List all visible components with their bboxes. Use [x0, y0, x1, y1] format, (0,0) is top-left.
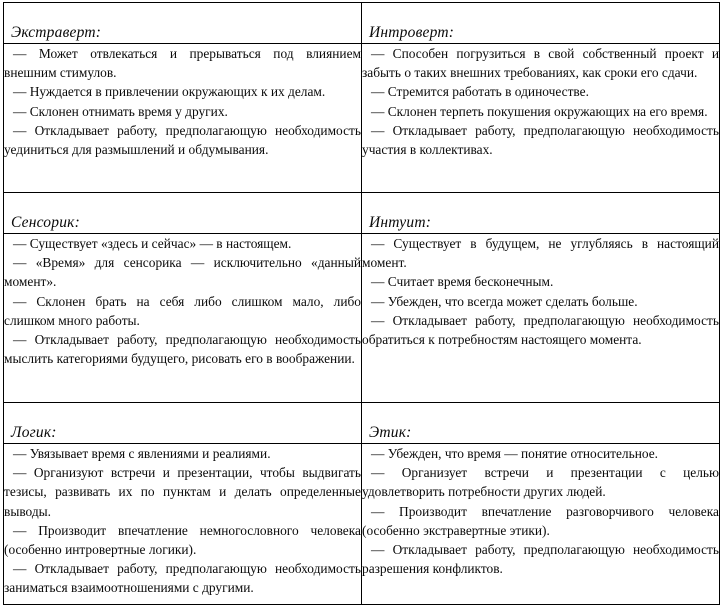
cell-header-extravert: [4, 3, 362, 44]
type-heading: Этик:: [369, 424, 412, 441]
list-item: — Может отвлекаться и прерываться под влиянием внешним стимулов.: [4, 46, 361, 81]
list-item: — Склонен терпеть покушения окружающих на его время.: [371, 103, 708, 119]
list-item: — «Время» для сенсорика — исключительно «данный момент».: [4, 255, 361, 290]
cell-body-logic: [4, 444, 362, 605]
list-item: — Склонен брать на себя либо слишком мало, либо слишком много работы.: [4, 293, 361, 328]
list-item: — Нуждается в привлечении окружающих к их делам.: [13, 84, 326, 100]
cell-header-sensoric: [4, 193, 362, 234]
cell-body-ethic: [362, 444, 720, 605]
cell-body-sensoric: [4, 234, 362, 403]
list-item: — Считает время бесконечным.: [371, 274, 554, 290]
bullet-list: [362, 44, 719, 159]
cell-body-introvert: [362, 44, 720, 193]
list-item: — Откладывает работу, предполагающую необходимость заниматься взаимоотношениями с другими.: [4, 561, 361, 596]
list-item: — Способен погрузиться в свой собственный проект и забыть о таких внешних требованиях, как сроки его сдачи.: [362, 46, 719, 81]
list-item: — Откладывает работу, предполагающую необходимость участия в коллективах.: [362, 122, 719, 158]
list-item: — Убежден, что время — понятие относительное.: [371, 446, 659, 461]
list-item: — Склонен отнимать время у других.: [13, 103, 228, 119]
list-item: — Производит впечатление немногословного человека (особенно интровертные логики).: [4, 522, 361, 558]
type-heading: Сенсорик:: [11, 214, 80, 231]
table-row: [4, 193, 720, 234]
list-item: — Откладывает работу, предполагающую необходимость разрешения конфликтов.: [362, 542, 719, 577]
table-row: [4, 3, 720, 44]
table-row: [4, 44, 720, 193]
list-item: — Организуют встречи и презентации, чтобы выдвигать тезисы, развивать их по пунктам и делать определенные выводы.: [4, 465, 361, 519]
list-item: — Откладывает работу, предполагающую необходимость уединиться для размышлений и обдумывания.: [4, 122, 361, 158]
bullet-list: [4, 44, 361, 159]
list-item: — Стремится работать в одиночестве.: [371, 84, 589, 100]
bullet-list: [4, 444, 361, 598]
list-item: — Существует «здесь и сейчас» — в настоящем.: [13, 236, 292, 251]
list-item: — Убежден, что всегда может сделать больше.: [371, 293, 638, 309]
table-row: [4, 403, 720, 444]
list-item: — Производит впечатление разговорчивого человека (особенно экстравертные этики).: [362, 503, 719, 538]
list-item: — Откладывает работу, предполагающую необходимость обратиться к потребностям настоящего момента.: [362, 312, 719, 348]
type-heading: Логик:: [11, 424, 57, 441]
cell-header-ethic: [362, 403, 720, 444]
type-heading: Экстраверт:: [11, 24, 102, 41]
bullet-list: [362, 444, 719, 578]
comparison-table: [3, 2, 720, 605]
list-item: — Организует встречи и презентации с целью удовлетворить потребности других людей.: [362, 465, 719, 500]
type-heading: Интроверт:: [369, 24, 455, 41]
type-heading: Интуит:: [369, 214, 432, 231]
table-row: [4, 234, 720, 403]
list-item: — Существует в будущем, не углубляясь в настоящий момент.: [362, 236, 719, 271]
bullet-list: [4, 234, 361, 368]
cell-header-introvert: [362, 3, 720, 44]
table-body: [4, 3, 720, 605]
cell-header-intuit: [362, 193, 720, 234]
table-row: [4, 444, 720, 605]
list-item: — Увязывает время с явлениями и реалиями.: [13, 446, 271, 461]
bullet-list: [362, 234, 719, 349]
list-item: — Откладывает работу, предполагающую необходимость мыслить категориями будущего, рисовать его в воображении.: [4, 332, 361, 367]
cell-body-extravert: [4, 44, 362, 193]
cell-header-logic: [4, 403, 362, 444]
cell-body-intuit: [362, 234, 720, 403]
